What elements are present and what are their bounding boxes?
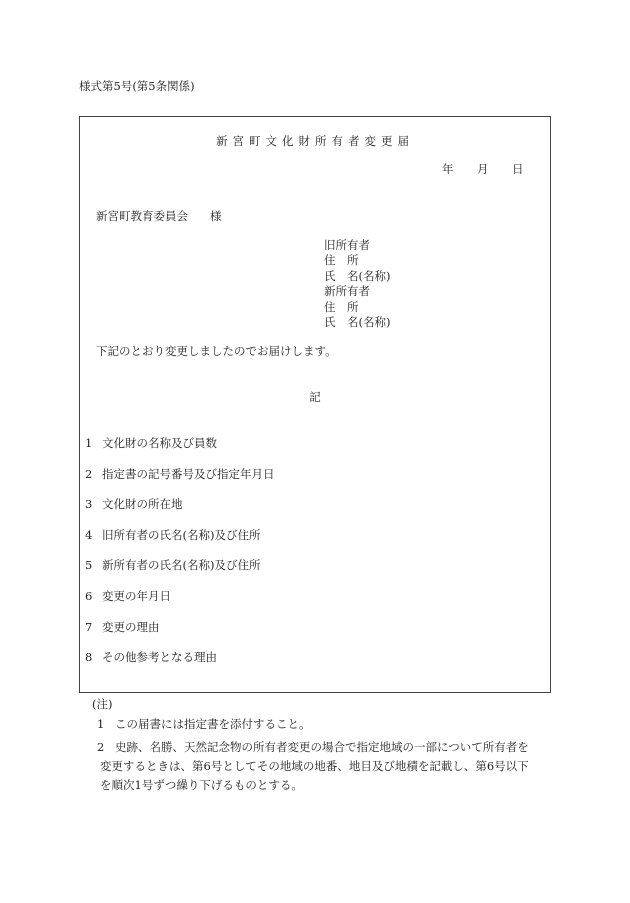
note-text-line3: を順次1号ずつ繰り下げるものとする。 xyxy=(100,778,303,792)
list-item xyxy=(85,529,275,560)
old-owner-address-label: 住 所 xyxy=(324,253,359,268)
item-text: 旧所有者の氏名(名称)及び住所 xyxy=(102,527,261,542)
list-item xyxy=(85,621,275,652)
note-item xyxy=(97,719,311,731)
note-text-line1: 史跡、名勝、天然記念物の所有者変更の場合で指定地域の一部について所有者を xyxy=(115,740,529,754)
item-text: 変更の理由 xyxy=(102,619,160,634)
item-number: 1 xyxy=(85,436,93,450)
item-text: その他参考となる理由 xyxy=(102,650,217,665)
list-item xyxy=(85,651,275,682)
item-number: 8 xyxy=(85,650,93,665)
note-number: 2 xyxy=(97,740,105,754)
addressee-honorific: 様 xyxy=(210,209,222,223)
form-title: 新宮町文化財所有者変更届 xyxy=(216,134,414,148)
old-owner-name-label: 氏 名(名称) xyxy=(324,268,391,283)
item-number: 5 xyxy=(85,558,93,573)
date-day-label: 日 xyxy=(512,162,524,176)
date-month-label: 月 xyxy=(477,162,489,176)
list-item xyxy=(85,498,275,529)
notes-heading: (注) xyxy=(92,697,113,711)
new-owner-name-label: 氏 名(名称) xyxy=(324,314,391,329)
item-text: 文化財の名称及び員数 xyxy=(102,436,217,450)
old-owner-heading: 旧所有者 xyxy=(324,238,370,252)
list-item xyxy=(85,590,275,621)
item-text: 変更の年月日 xyxy=(102,588,171,603)
item-text: 新所有者の氏名(名称)及び住所 xyxy=(102,558,261,573)
intro-text: 下記のとおり変更しましたのでお届けします。 xyxy=(96,344,337,358)
note-text-line2: 変更するときは、第6号としてその地域の地番、地目及び地積を記載し、第6号以下 xyxy=(100,759,529,773)
addressee-name: 新宮町教育委員会 xyxy=(96,209,188,223)
new-owner-address-label: 住 所 xyxy=(324,299,359,314)
item-number: 6 xyxy=(85,588,93,603)
ki-heading: 記 xyxy=(309,390,321,404)
date-year-label: 年 xyxy=(442,162,454,176)
note-text: この届書には指定書を添付すること。 xyxy=(115,717,311,731)
form-frame xyxy=(79,116,551,693)
note-number: 1 xyxy=(97,717,105,731)
item-number: 4 xyxy=(85,527,93,542)
item-text: 指定書の記号番号及び指定年月日 xyxy=(102,466,275,481)
note-item xyxy=(97,738,557,795)
list-item xyxy=(85,437,275,468)
item-list xyxy=(85,437,275,682)
list-item xyxy=(85,559,275,590)
form-label: 様式第5号(第5条関係) xyxy=(79,79,195,93)
party-block xyxy=(324,238,390,330)
list-item xyxy=(85,468,275,499)
item-number: 3 xyxy=(85,497,93,512)
item-number: 2 xyxy=(85,466,93,481)
addressee xyxy=(96,211,222,223)
item-number: 7 xyxy=(85,619,93,634)
item-text: 文化財の所在地 xyxy=(102,497,183,512)
new-owner-heading: 新所有者 xyxy=(324,284,370,299)
